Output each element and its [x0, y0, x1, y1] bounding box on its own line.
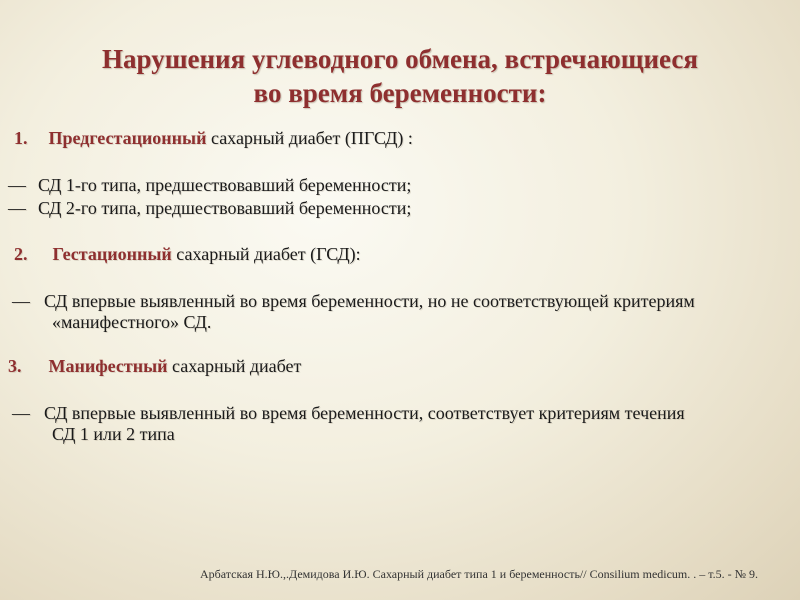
dash-mark: —	[8, 198, 26, 218]
section-3-keyword: Манифестный	[48, 356, 168, 376]
section-1-rest: сахарный диабет (ПГСД) :	[210, 128, 413, 148]
section-2-rest: сахарный диабет (ГСД):	[176, 244, 361, 264]
dash-mark: —	[8, 175, 26, 195]
title-line-1: Нарушения углеводного обмена, встречающиеся	[102, 44, 698, 74]
title-line-2: во время беременности:	[253, 78, 547, 108]
section-2-bullet-1	[12, 290, 695, 312]
section-1-keyword: Предгестационный	[48, 128, 207, 148]
bullet-text: СД впервые выявленный во время беременности, но не соответствующей критериям	[44, 291, 695, 311]
section-2-heading	[14, 243, 361, 265]
slide-title	[0, 42, 800, 110]
section-3-heading	[8, 355, 301, 377]
bullet-text: СД впервые выявленный во время беременности, соответствует критериям течения	[44, 403, 685, 423]
dash-mark: —	[12, 291, 30, 311]
dash-mark: —	[12, 403, 30, 423]
bullet-text: СД 1 или 2 типа	[52, 424, 175, 444]
section-3-bullet-1-cont	[52, 423, 175, 445]
section-2-number: 2.	[14, 244, 28, 264]
section-1-bullet-2	[8, 197, 411, 219]
bullet-text: «манифестного» СД.	[52, 312, 212, 332]
section-1-number: 1.	[14, 128, 28, 148]
section-1-bullet-1	[8, 174, 411, 196]
section-2-bullet-1-cont	[52, 311, 211, 333]
section-3-bullet-1	[12, 402, 685, 424]
bullet-text: СД 1-го типа, предшествовавший беременности;	[38, 175, 412, 195]
section-2-keyword: Гестационный	[52, 244, 172, 264]
section-1-heading	[14, 127, 413, 149]
section-3-rest: сахарный диабет	[172, 356, 302, 376]
bullet-text: СД 2-го типа, предшествовавший беременности;	[38, 198, 412, 218]
reference-citation: Арбатская Н.Ю.,.Демидова И.Ю. Сахарный диабет типа 1 и беременность// Consilium medicum. . – т.5. - № 9.	[200, 567, 759, 581]
section-3-number: 3.	[8, 356, 22, 376]
